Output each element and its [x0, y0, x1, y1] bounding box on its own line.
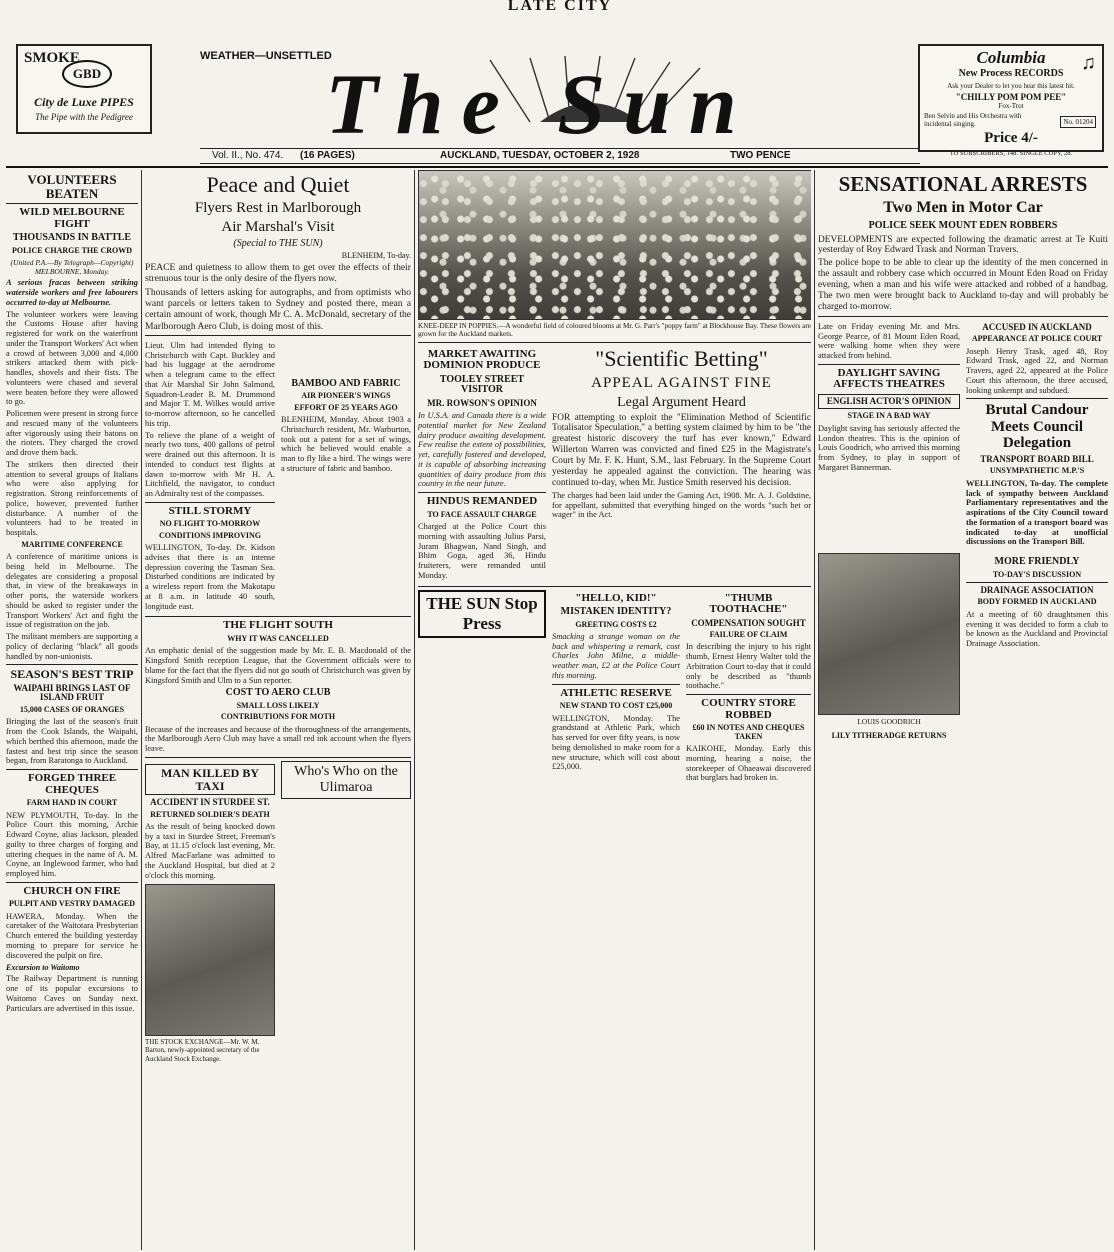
divider: [418, 342, 811, 343]
masthead-rule: [6, 166, 1108, 168]
article-lead: PEACE and quietness to allow them to get over the effects of their strenuous tour is the only desire of the flyers now.: [145, 262, 411, 285]
headline-sturdee: ACCIDENT IN STURDEE ST.: [150, 797, 270, 808]
article-paragraph: The charges had been laid under the Gaming Act, 1908. Mr. A. J. Goldstine, for appellant, submitted that everything hinged on the words "such bet or wager" in the Act.: [552, 490, 811, 520]
headline-thumb: "THUMB TOOTHACHE": [709, 591, 788, 616]
headline-air-marshal: Air Marshal's Visit: [221, 219, 335, 235]
headline-flyers: Flyers Rest in Marlborough: [194, 200, 362, 216]
article-paragraph: Lieut. Ulm had intended flying to Christchurch with Capt. Buckley and had his luggage at the aerodrome when a telegram came to the effect that Air Marshal Sir John Salmond, Squadron-Leader R. M. Drummond and Major T. M. Wilkes would arrive to-morrow afternoon, so he cancelled his trip.: [145, 340, 275, 428]
headline-more-friendly: MORE FRIENDLY: [994, 556, 1080, 568]
headline-oranges: 15,000 CASES OF ORANGES: [19, 704, 125, 714]
headline-church: CHURCH ON FIRE: [23, 884, 121, 897]
headline-market: MARKET AWAITING DOMINION PRODUCE: [423, 347, 541, 372]
photo-poppy-farm: [418, 170, 811, 320]
headline-body-formed: BODY FORMED IN AUCKLAND: [977, 597, 1097, 607]
ad-columbia-sub: New Process RECORDS: [958, 68, 1064, 79]
photo-stock-exchange-secretary: [145, 884, 275, 1036]
article-lead: FOR attempting to exploit the "Elimination Method of Scientific Totalisator Speculation," a betting system claimed by him to be "the greatest historic discovery the turf has ever known," Edward Willerton Warren was convicted and fined £25 in the Magistrate's Court by Mr. F. K. Hunt, S.M., last February. In the Supreme Court yesterday he appealed against the conviction. The hearing was continued to-day, when Mr. Justice Smith reserved his decision.: [552, 412, 811, 488]
headline-conditions: CONDITIONS IMPROVING: [158, 530, 261, 540]
headline-compensation: COMPENSATION SOUGHT: [691, 617, 806, 628]
divider: [6, 882, 138, 883]
divider: [552, 684, 680, 685]
headline-flight-south: THE FLIGHT SOUTH: [223, 619, 333, 632]
article-paragraph: In describing the injury to his right thumb, Ernest Henry Walter told the Arbitration Court to-day that it could only be described as "thumb toothache.": [686, 642, 811, 691]
headline-police: POLICE CHARGE THE CROWD: [11, 245, 133, 255]
headline-rowson: MR. ROWSON'S OPINION: [427, 397, 537, 408]
divider: [818, 364, 960, 365]
headline-new-stand: NEW STAND TO COST £25,000: [559, 701, 673, 711]
dateline-bar: [200, 148, 920, 164]
headline-pulpit: PULPIT AND VESTRY DAMAGED: [8, 899, 136, 909]
headline-legal: Legal Argument Heard: [617, 394, 746, 410]
headline-man-killed: MAN KILLED BY TAXI: [145, 764, 275, 795]
headline-still-stormy: STILL STORMY: [168, 504, 252, 517]
headline-small-loss: SMALL LOSS LIKELY: [236, 700, 320, 710]
headline-english-actor: ENGLISH ACTOR'S OPINION: [818, 394, 960, 409]
ad-columbia-line1: Ask your Dealer to let you hear this latest hit.: [947, 82, 1075, 90]
divider: [418, 492, 546, 493]
headline-transport: TRANSPORT BOARD BILL: [980, 453, 1094, 464]
headline-mistaken: MISTAKEN IDENTITY?: [560, 606, 672, 618]
photo-louis-goodrich: [818, 553, 960, 715]
ad-columbia-style: Fox-Trot: [998, 102, 1024, 110]
divider: [966, 398, 1108, 399]
article-paragraph: Policemen were present in strong force and rescued many of the volunteers after vigorously using their batons on the rioters. They charged the crowd and drove them back.: [6, 409, 138, 458]
headline-moth: CONTRIBUTIONS FOR MOTH: [220, 712, 336, 722]
photo-caption: THE STOCK EXCHANGE—Mr. W. M. Barton, newly-appointed secretary of the Auckland Stock Exchange.: [145, 1038, 260, 1063]
article-paragraph: Charged at the Police Court this morning with assaulting Julius Parsi, Juram Bhagwan, Nand Singh, and Bhim Goga, aged 36, Hindu fruiterers, were remanded until Monday.: [418, 522, 546, 580]
pages-count: (16 PAGES): [300, 150, 355, 161]
ad-gbd-brand: GBD: [62, 60, 112, 88]
headline-effort: EFFORT OF 25 YEARS AGO: [294, 402, 398, 412]
article-paragraph: Because of the increases and because of the thoroughness of the arrangements, the Marlborough Aero Club may have a small red ink account when the flyers leave.: [145, 724, 411, 754]
headline-brutal-candour: Brutal Candour Meets Council Delegation: [985, 402, 1089, 452]
ad-columbia-brand: Columbia: [976, 48, 1046, 67]
ad-gbd-line2: City de Luxe PIPES: [34, 95, 134, 109]
headline-accused: ACCUSED IN AUCKLAND: [982, 321, 1092, 332]
column-2: [145, 170, 411, 1250]
headline-waipahi: WAIPAHI BRINGS LAST OF ISLAND FRUIT: [13, 683, 131, 703]
headline-air-pioneer: AIR PIONEER'S WINGS: [301, 391, 391, 401]
divider: [6, 664, 138, 665]
divider: [6, 769, 138, 770]
headline-hello-kid: "HELLO, KID!": [575, 591, 657, 604]
headline-peace: Peace and Quiet: [206, 172, 350, 197]
ad-columbia-artist: Ben Selvin and His Orchestra with incidental singing.: [924, 112, 1022, 128]
ad-gbd-pipes: [16, 44, 152, 134]
headline-cost-aero: COST TO AERO CLUB: [225, 687, 331, 699]
divider: [145, 502, 275, 503]
headline-unsympathetic: UNSYMPATHETIC M.P.'S: [989, 466, 1085, 476]
article-paragraph: Daylight saving has seriously affected the London theatres. This is the opinion of Louis Goodrich, who arrived this morning from Sydney, to play in support of Margaret Bannerman.: [818, 423, 960, 472]
headline-notes: £60 IN NOTES AND CHEQUES TAKEN: [692, 723, 805, 741]
column-rule: [814, 170, 815, 1250]
divider: [818, 316, 1108, 317]
article-paragraph: HAWERA, Monday. When the caretaker of the Waitotara Presbyterian Church entered the building yesterday morning to prepare for service he discovered the pulpit on fire.: [6, 911, 138, 960]
headline-appearance: APPEARANCE AT POLICE COURT: [971, 334, 1103, 344]
subscribers-price: TO SUBSCRIBERS, 14d. SINGLE COPY, 2d.: [949, 150, 1073, 157]
article-paragraph: The strikers then directed their attention to several groups of Italians who were also applying for registration. Strong reinforcements of police, however, prevented further disturbance. A number of the volunteers had to be treated in hospitals.: [6, 459, 138, 538]
weather-label: WEATHER—UNSETTLED: [200, 50, 332, 62]
article-paragraph: WELLINGTON, To-day. The complete lack of sympathy between Auckland Parliamentary representatives and the aspirations of the City Council toward the formation of a transport board was indicated to-day at unofficial discussions on the Transport Bill.: [966, 478, 1108, 547]
article-paragraph: The police hope to be able to clear up the identity of the men concerned in the assault and robbery case which occurred in Mount Eden Road on Friday evening, when a man and his wife were attacked and robbed of a handbag. The two men were brought back to Auckland to-day and will probably be charged to-morrow.: [818, 258, 1108, 312]
column-4: [818, 170, 1108, 1250]
headline-two-men: Two Men in Motor Car: [883, 199, 1043, 217]
headline-todays: TO-DAY'S DISCUSSION: [992, 569, 1082, 579]
headline-country-store: COUNTRY STORE ROBBED: [701, 697, 796, 721]
ad-gbd-line1: SMOKE: [24, 50, 80, 66]
headline-no-flight: NO FLIGHT TO-MORROW: [159, 519, 261, 529]
column-rule: [141, 170, 142, 1250]
article-intro: A serious fracas between striking waterside workers and free labourers occurred to-day at Melbourne.: [6, 278, 138, 307]
headline-greeting: GREETING COSTS £2: [575, 619, 657, 629]
article-paragraph: Joseph Henry Trask, aged 48, Roy Edward Trask, aged 22, and Norman Travers, aged 22, appeared at the Police Court this afternoon, the three accused, looking unkempt and subdued.: [966, 346, 1108, 395]
headline-season: SEASON'S BEST TRIP: [10, 667, 134, 682]
article-paragraph: Smacking a strange woman on the back and whispering a remark, cost Charles John Milne, a middle-weather man, £2 at the Police Court this morning.: [552, 631, 680, 680]
edition-label: LATE CITY: [507, 0, 613, 14]
divider: [686, 694, 811, 695]
column-3: [418, 170, 811, 1250]
subhead-maritime: MARITIME CONFERENCE: [21, 539, 123, 549]
article-paragraph: A conference of maritime unions is being held in Melbourne. The delegates are considering a proposal that, in view of the breakaways in other ports, the waterside workers should be asked to register under the Transport Workers' Act and fight the issue of registration on the job.: [6, 552, 138, 630]
ad-columbia-price: Price 4/-: [984, 130, 1038, 146]
dateline: (United P.A.—By Telegraph—Copyright) MELBOURNE, Monday.: [10, 258, 134, 277]
divider: [145, 335, 411, 336]
headline-cheques: FORGED THREE CHEQUES: [27, 772, 117, 796]
article-paragraph: Late on Friday evening Mr. and Mrs. George Pearce, of 81 Mount Eden Road, were walking home when they were attacked from behind.: [818, 321, 960, 361]
article-paragraph: The Railway Department is running one of its popular excursions to Waitomo Caves on Sunday next. Particulars are advertised in this issue.: [6, 974, 138, 1013]
music-note-icon: ♫: [1081, 52, 1096, 74]
photo-caption: LOUIS GOODRICH: [857, 717, 921, 727]
photo-caption: KNEE-DEEP IN POPPIES.—A wonderful field of coloured blooms at Mr. G. Parr's "poppy farm" at Blockhouse Bay. These flowers are grown for the Auckland markets.: [418, 322, 811, 339]
headline-daylight: DAYLIGHT SAVING AFFECTS THEATRES: [833, 366, 945, 391]
headline-scientific-betting: "Scientific Betting": [595, 345, 768, 371]
article-paragraph: The volunteer workers were leaving the Customs House after having registered for work on the waterfront under the Transport Workers' Act when a crowd of between 3,000 and 4,000 strikers attacked them with pick-handles, shovels and their fists. The volunteers were chased and several were beaten before they were allowed to go.: [6, 309, 138, 407]
divider: [966, 582, 1108, 583]
headline-thousands: THOUSANDS IN BATTLE: [12, 232, 132, 244]
article-paragraph: KAIKOHE, Monday. Early this morning, hearing a noise, the storekeeper of Ohaeawai discovered that burglars had broken in.: [686, 744, 811, 783]
ad-columbia-song: "CHILLY POM POM PEE": [955, 92, 1067, 102]
headline-police-seek: POLICE SEEK MOUNT EDEN ROBBERS: [868, 220, 1058, 232]
ad-columbia-records: [918, 44, 1104, 152]
article-paragraph: WELLINGTON, Monday. The grandstand at Athletic Park, which has served for over fifty years, is now being demolished to make room for a new structure, which will cost about £25,000.: [552, 713, 680, 772]
article-paragraph: WELLINGTON, To-day. Dr. Kidson advises that there is an intense depression covering the Tasman Sea. Disturbed conditions are indicated by a wireless report from the Makotapu at 8 a.m. in latitude 40 south, longitude east.: [145, 543, 275, 611]
date-line: AUCKLAND, TUESDAY, OCTOBER 2, 1928: [440, 150, 640, 161]
divider: [145, 757, 411, 758]
article-paragraph: To relieve the plane of a weight of nearly two tons, 400 gallons of petrol were drained out this afternoon. It is intended to conduct test flights at dawn to-morrow with Mr H. A. Litchfield, the navigator, to conduct an Admiralty test of the compasses.: [145, 430, 275, 499]
article-paragraph: NEW PLYMOUTH, To-day. In the Police Court this morning, Archie Edward Coyne, alias Jackson, pleaded guilty to three charges of forging and uttering cheques in the name of A. M. Coyne, an Inglewood farmer, who had employed him.: [6, 810, 138, 878]
headline-athletic: ATHLETIC RESERVE: [560, 686, 672, 699]
article-paragraph: At a meeting of 60 draughtsmen this evening it was decided to form a club to be known as the Auckland and Provincial Drainage Association.: [966, 609, 1108, 649]
volume-number: Vol. II., No. 474.: [212, 150, 284, 161]
headline-assault: TO FACE ASSAULT CHARGE: [427, 509, 537, 519]
headline-failure: FAILURE OF CLAIM: [709, 630, 788, 640]
headline-hindus: HINDUS REMANDED: [426, 495, 538, 508]
headline-soldier: RETURNED SOLDIER'S DEATH: [150, 809, 270, 819]
special-credit: (Special to THE SUN): [233, 238, 323, 249]
headline-stage: STAGE IN A BAD WAY: [847, 411, 931, 421]
headline-farm-hand: FARM HAND IN COURT: [26, 798, 118, 808]
article-paragraph: An emphatic denial of the suggestion made by Mr. E. B. Macdonald of the Kingsford Smith reception League, that the Government officials were to blame for the fact that the flyers did not go south of Christchurch was given by Kingsford Smith and Ulm to a Sun reporter.: [145, 646, 411, 685]
headline-ulimaroa: Who's Who on the Ulimaroa: [281, 761, 411, 799]
column-1: [6, 170, 138, 1250]
headline-lily: LILY TITHERADGE RETURNS: [831, 731, 947, 741]
article-paragraph: The militant members are supporting a policy of declaring "black" all goods handled by non-unionists.: [6, 632, 138, 661]
ad-gbd-line3: The Pipe with the Pedigree: [35, 112, 133, 122]
ad-columbia-no: No. 01204: [1060, 116, 1096, 128]
headline-drainage: DRAINAGE ASSOCIATION: [980, 584, 1094, 595]
stop-press-banner: THE SUN Stop Press: [418, 590, 546, 638]
headline-melbourne: WILD MELBOURNE FIGHT: [19, 206, 125, 230]
divider: [145, 616, 411, 617]
article-lead: DEVELOPMENTS are expected following the dramatic arrest at Te Kuiti yesterday of Roy Edward Trask and Norman Travers.: [818, 234, 1108, 256]
headline-volunteers: VOLUNTEERS BEATEN: [27, 172, 117, 201]
headline-cancelled: WHY IT WAS CANCELLED: [227, 634, 329, 643]
headline-sensational: SENSATIONAL ARRESTS: [838, 172, 1088, 196]
headline-appeal: APPEAL AGAINST FINE: [591, 374, 772, 391]
divider: [6, 203, 138, 204]
article-paragraph: BLENHEIM, Monday. About 1903 a Christchurch resident, Mr. Warburton, took out a patent for a set of wings, which he believed would enable a man to fly like a bird. The wings were a structure of fabric and bamboo.: [281, 415, 411, 473]
column-rule: [414, 170, 415, 1250]
divider: [418, 586, 811, 587]
price-label: TWO PENCE: [730, 150, 791, 161]
article-paragraph: Bringing the last of the season's fruit from the Cook Islands, the Waipahi, which berthed this afternoon, made the fastest and best trip since the season began, from Raratonga to Auckland.: [6, 717, 138, 766]
dateline: BLENHEIM, To-day.: [341, 251, 411, 260]
headline-bamboo: BAMBOO AND FABRIC: [291, 377, 401, 389]
masthead-title: The Sun: [325, 60, 755, 152]
subhead-excursion: Excursion to Waitomo: [6, 963, 80, 973]
headline-tooley: TOOLEY STREET VISITOR: [439, 373, 525, 396]
article-paragraph: In U.S.A. and Canada there is a wide potential market for New Zealand dairy produce awaiting development. Few realise the extent of possibilities, yet, carefully fostered and developed, it is capable of absorbing increasing quantities of dairy produce from this country in the near future.: [418, 411, 546, 489]
article-paragraph: As the result of being knocked down by a taxi in Sturdee Street, Freeman's Bay, at 11.15 o'clock last evening, Mr. Alfred MacFarlane was admitted to the Auckland Hospital, but died at 2 o'clock this morning.: [145, 821, 275, 880]
article-paragraph: Thousands of letters asking for autographs, and from optimists who want parcels or letters taken to Sydney and posted there, mean a certain amount of work, though Mr C. A. McDonald, secretary of the Marlborough Aero Club, is doing most of this.: [145, 286, 411, 332]
